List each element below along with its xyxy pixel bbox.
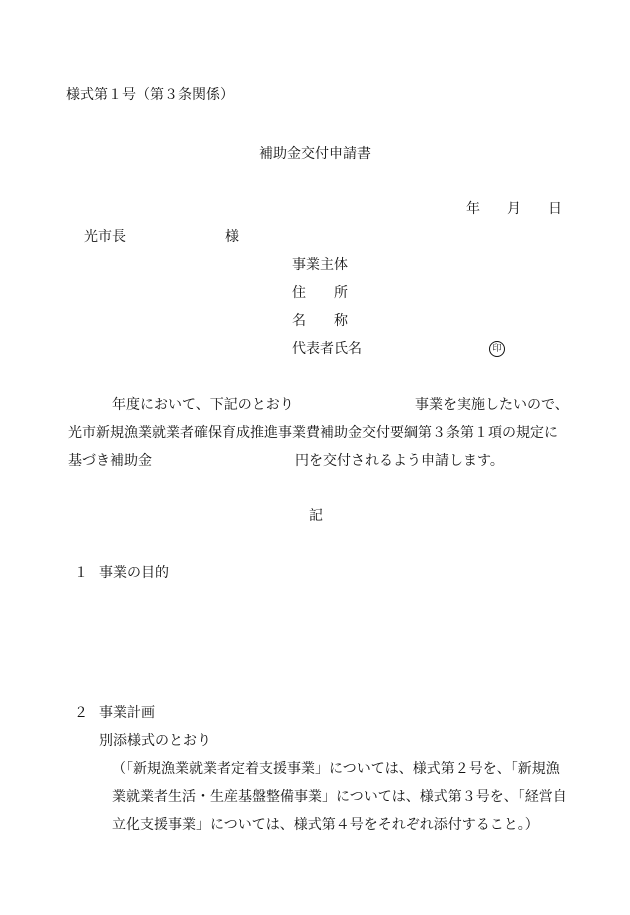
section1-number: １ [74, 565, 88, 581]
section2-subtext: 別添様式のとおり [99, 733, 211, 749]
name-label: 名 称 [292, 313, 348, 329]
ki-heading: 記 [309, 508, 323, 524]
body-line3-b: 円を交付されるよう申請します。 [295, 453, 504, 469]
body-line1-b: 事業を実施したいので、 [415, 397, 569, 413]
section2-note-line2: 業就業者生活・生産基盤整備事業」については、様式第３号を、「経営自 [112, 789, 567, 805]
date-day-label: 日 [548, 201, 562, 217]
body-line2: 光市新規漁業就業者確保育成推進事業費補助金交付要綱第３条第１項の規定に [68, 425, 558, 441]
date-month-label: 月 [507, 201, 521, 217]
section2-title: 事業計画 [99, 705, 155, 721]
body-line1-a: 年度において、下記のとおり [112, 397, 294, 413]
document-title: 補助金交付申請書 [259, 146, 371, 162]
addressee-honorific: 様 [225, 229, 239, 245]
representative-label: 代表者氏名 [292, 341, 362, 357]
body-line3-a: 基づき補助金 [68, 453, 152, 469]
section2-note-line3: 立化支援事業」については、様式第４号をそれぞれ添付すること。） [112, 817, 539, 833]
applicant-heading: 事業主体 [292, 257, 348, 273]
section2-note-line1: （「新規漁業就業者定着支援事業」については、様式第２号を、「新規漁 [112, 761, 560, 777]
date-year-label: 年 [466, 201, 480, 217]
section1-title: 事業の目的 [99, 565, 169, 581]
addressee-name: 光市長 [84, 229, 126, 245]
seal-mark: 印 [489, 341, 505, 357]
form-number: 様式第１号（第３条関係） [66, 87, 234, 103]
section2-number: ２ [74, 705, 88, 721]
address-label: 住 所 [292, 285, 348, 301]
